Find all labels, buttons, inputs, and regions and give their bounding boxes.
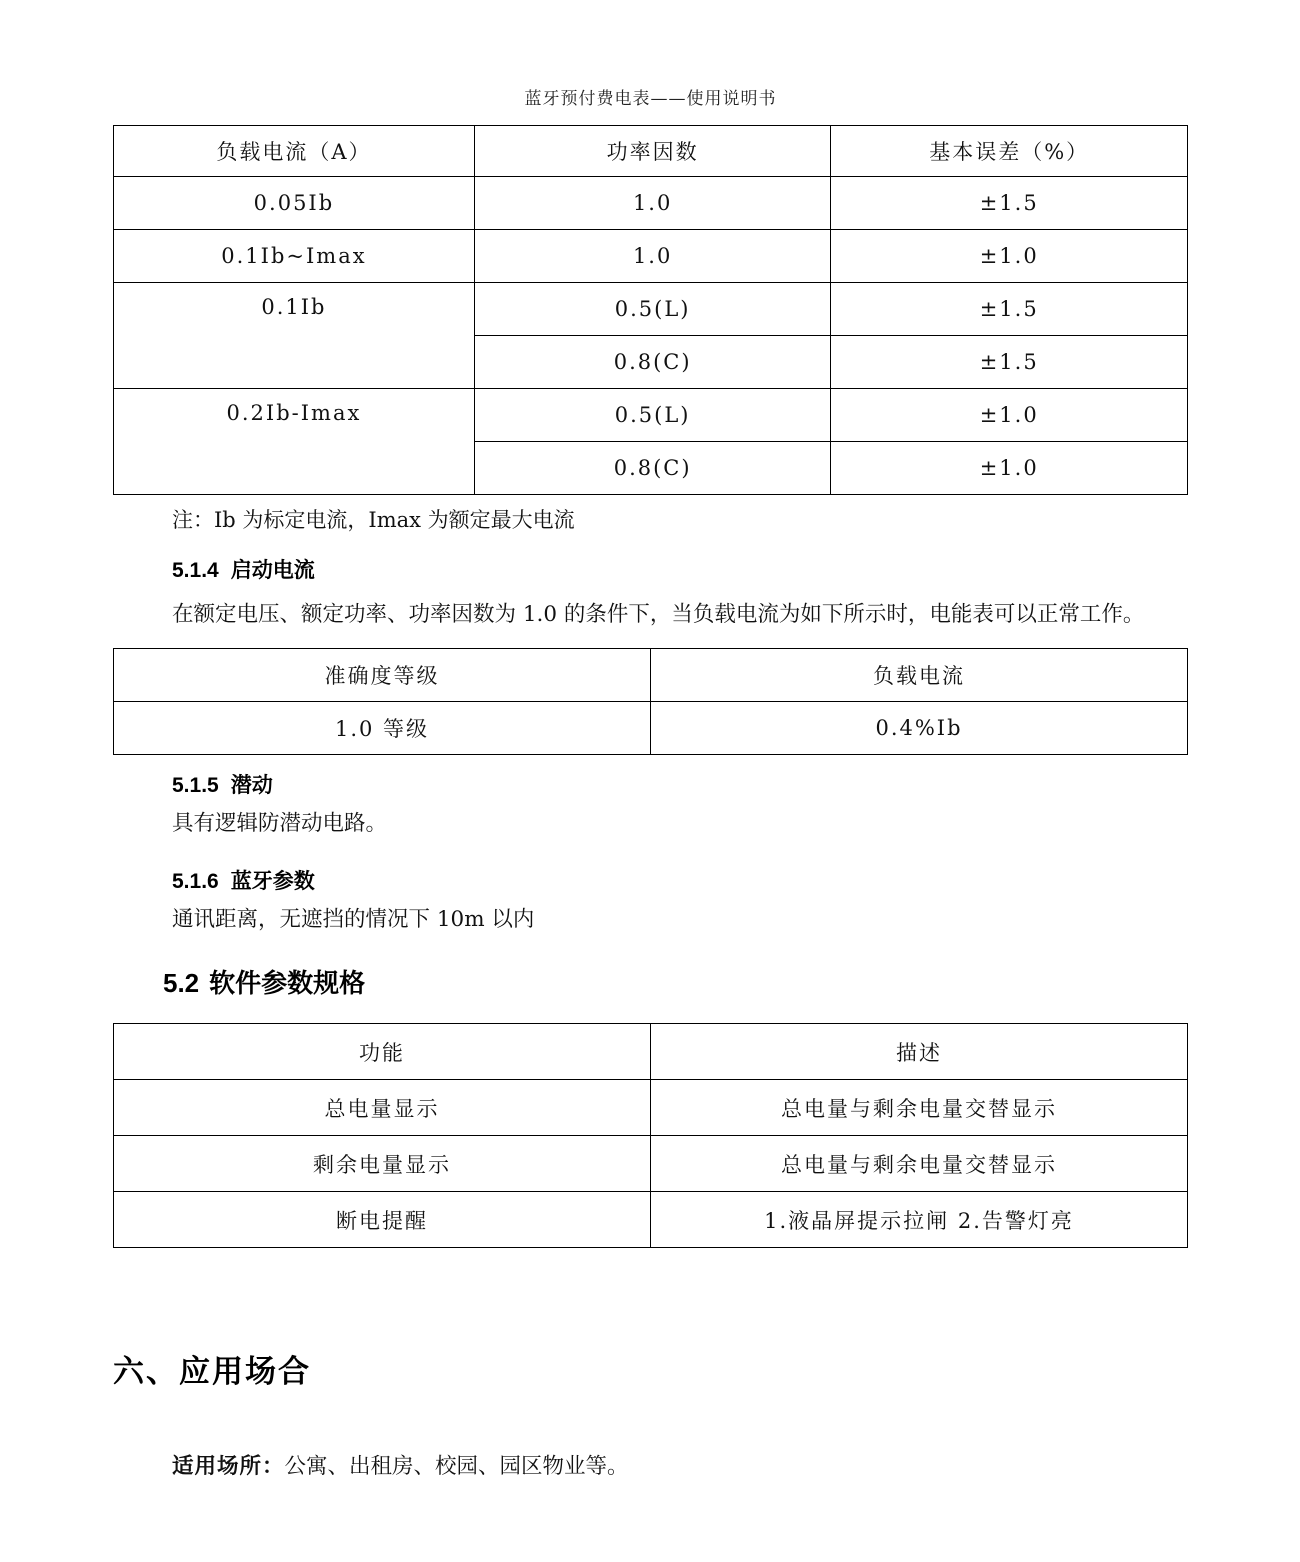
table-cell: 1.0 等级	[114, 702, 651, 755]
table-note: 注：Ib 为标定电流，Imax 为额定最大电流	[172, 508, 575, 532]
table-cell: 0.5(L)	[474, 283, 831, 336]
table-row	[114, 389, 1188, 442]
table-cell: 0.8(C)	[474, 442, 831, 495]
table-cell-merged: 0.2Ib-Imax	[114, 389, 475, 495]
table-cell: ±1.0	[831, 389, 1188, 442]
table-header-row	[114, 649, 1188, 702]
section-title: 潜动	[230, 774, 273, 797]
table-row	[114, 1080, 1188, 1136]
column-header: 负载电流（A）	[114, 126, 475, 177]
table-row	[114, 283, 1188, 336]
software-spec-table	[113, 1023, 1188, 1248]
section-number: 5.1.4	[172, 559, 219, 582]
section-heading-5-1-5	[172, 773, 1188, 799]
column-header: 负载电流	[651, 649, 1188, 702]
table-cell: 0.8(C)	[474, 336, 831, 389]
table-cell-merged: 0.1Ib	[114, 283, 475, 389]
table-cell: 剩余电量显示	[114, 1136, 651, 1192]
table-header-row	[114, 126, 1188, 177]
column-header: 描述	[651, 1024, 1188, 1080]
table-cell: 0.05Ib	[114, 177, 475, 230]
table-cell: 总电量显示	[114, 1080, 651, 1136]
section-number: 5.1.5	[172, 774, 219, 797]
table-cell: 1.液晶屏提示拉闸 2.告警灯亮	[651, 1192, 1188, 1248]
section-title: 启动电流	[230, 559, 315, 582]
column-header: 功率因数	[474, 126, 831, 177]
table-cell: ±1.0	[831, 442, 1188, 495]
section-title: 蓝牙参数	[230, 870, 315, 893]
table-row	[114, 1136, 1188, 1192]
table-header-row	[114, 1024, 1188, 1080]
chapter-heading-6: 六、应用场合	[113, 1354, 311, 1389]
section-number: 5.1.6	[172, 870, 219, 893]
table-cell: ±1.5	[831, 336, 1188, 389]
load-current-error-table	[113, 125, 1188, 495]
table-cell: ±1.0	[831, 230, 1188, 283]
table-cell: 总电量与剩余电量交替显示	[651, 1136, 1188, 1192]
section-body-5-1-5: 具有逻辑防潜动电路。	[172, 811, 388, 836]
usage-body: 公寓、出租房、校园、园区物业等。	[284, 1454, 629, 1479]
table-cell: ±1.5	[831, 177, 1188, 230]
table-cell: 断电提醒	[114, 1192, 651, 1248]
usage-label: 适用场所：	[172, 1454, 285, 1478]
table-cell: 1.0	[474, 230, 831, 283]
table-row	[114, 177, 1188, 230]
table-row	[114, 702, 1188, 755]
document-header-title: 蓝牙预付费电表——使用说明书	[524, 89, 777, 109]
table-cell: 1.0	[474, 177, 831, 230]
column-header: 基本误差（%）	[831, 126, 1188, 177]
table-cell: 0.4%Ib	[651, 702, 1188, 755]
section-number: 5.2	[163, 968, 200, 998]
section-heading-5-2	[163, 967, 1188, 999]
starting-current-table	[113, 648, 1188, 755]
section-body-5-1-6: 通讯距离，无遮挡的情况下 10m 以内	[172, 907, 535, 932]
table-cell: ±1.5	[831, 283, 1188, 336]
usage-locations-line	[172, 1451, 1188, 1482]
section-title: 软件参数规格	[209, 968, 366, 998]
table-row	[114, 1192, 1188, 1248]
column-header: 准确度等级	[114, 649, 651, 702]
section-body-5-1-4: 在额定电压、额定功率、功率因数为 1.0 的条件下，当负载电流为如下所示时，电能表可以正常工作。	[172, 602, 1145, 627]
table-cell: 0.1Ib~Imax	[114, 230, 475, 283]
section-heading-5-1-6	[172, 869, 1188, 895]
section-heading-5-1-4	[172, 558, 1188, 584]
table-cell: 总电量与剩余电量交替显示	[651, 1080, 1188, 1136]
table-cell: 0.5(L)	[474, 389, 831, 442]
table-row	[114, 230, 1188, 283]
column-header: 功能	[114, 1024, 651, 1080]
